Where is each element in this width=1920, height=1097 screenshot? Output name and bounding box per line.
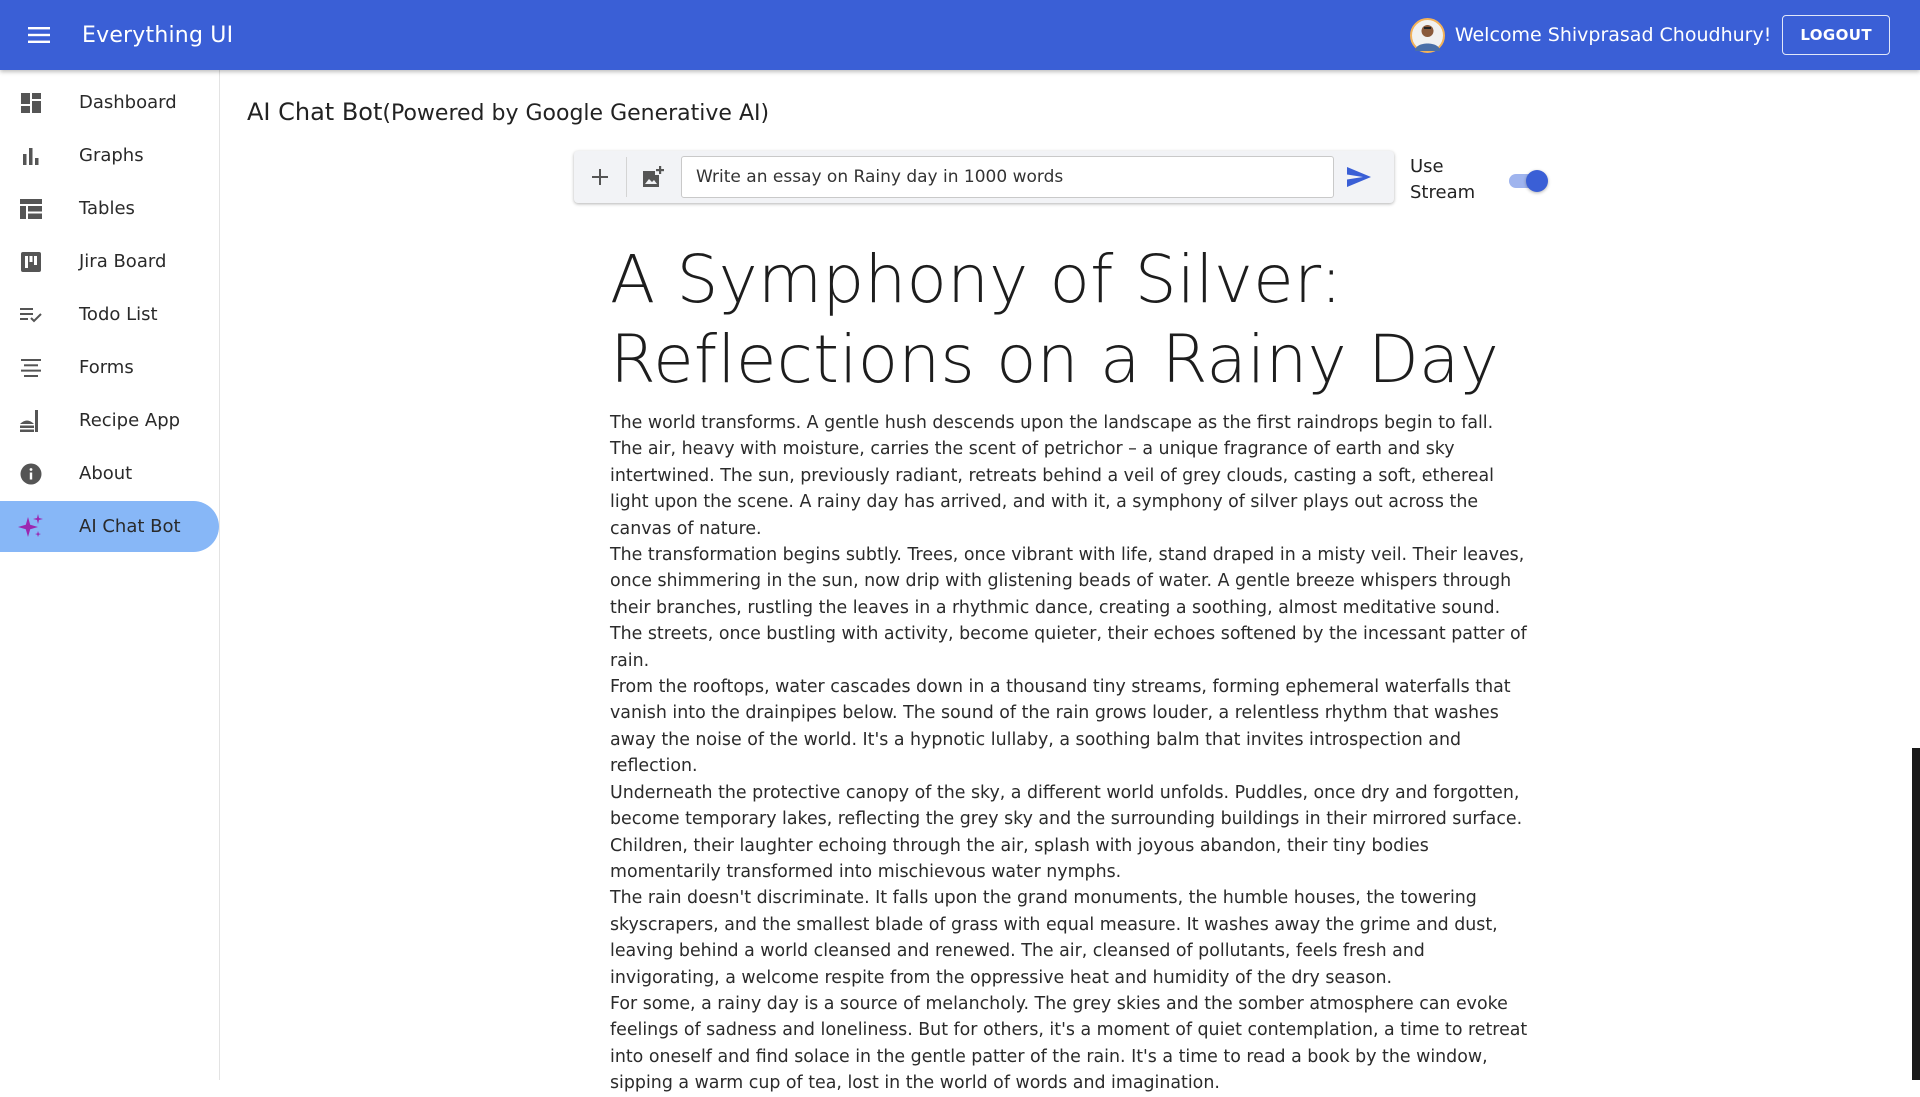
sidebar-item-jira-board[interactable] (0, 236, 219, 287)
dashboard-icon (19, 91, 43, 115)
menu-icon[interactable] (19, 15, 59, 55)
sidebar-item-label: Graphs (79, 145, 144, 166)
toggle-thumb (1526, 170, 1548, 192)
kanban-board-icon (19, 250, 43, 274)
sidebar-item-recipe-app[interactable] (0, 395, 219, 446)
send-icon[interactable] (1334, 151, 1384, 203)
avatar (1410, 18, 1445, 53)
essay-paragraph: Underneath the protective canopy of the sky, a different world unfolds. Puddles, once dry and forgotten, become temporary lakes, reflecting the grey sky and the surrounding buildings in their mirrored surface. Children, their laughter echoing through the air, splash with joyous abandon, their tiny bodies momentarily transformed into mischievous water nymphs. (610, 782, 1523, 882)
sidebar-item-label: Recipe App (79, 410, 181, 431)
sidebar-item-dashboard[interactable] (0, 77, 219, 128)
page-subtitle: (Powered by Google Generative AI) (382, 101, 770, 126)
recipe-icon (19, 409, 43, 433)
table-icon (19, 197, 43, 221)
scrollbar-thumb[interactable] (1912, 748, 1920, 1080)
sidebar (0, 70, 220, 1080)
sidebar-item-graphs[interactable] (0, 130, 219, 181)
user-area (1410, 0, 1890, 70)
page-title-main: AI Chat Bot (247, 98, 383, 126)
sidebar-item-about[interactable] (0, 448, 219, 499)
sidebar-item-tables[interactable] (0, 183, 219, 234)
sidebar-item-label: Dashboard (79, 92, 177, 113)
sidebar-item-label: About (79, 463, 133, 484)
logout-button[interactable]: LOGOUT (1782, 15, 1890, 55)
forms-icon (19, 356, 43, 380)
sidebar-item-label: Jira Board (79, 251, 167, 272)
essay-paragraph: For some, a rainy day is a source of melancholy. The grey skies and the somber atmosphere can evoke feelings of sadness and loneliness. But for others, it's a moment of quiet contemplation, a time to retreat into oneself and find solace in the gentle patter of the rain. It's a time to read a book by the window, sipping a warm cup of tea, lost in the world of words and imagination. (610, 993, 1528, 1094)
essay-title: A Symphony of Silver: Reflections on a Rainy Day (610, 241, 1499, 398)
sidebar-item-label: Forms (79, 357, 134, 378)
sidebar-item-forms[interactable] (0, 342, 219, 393)
add-image-icon[interactable] (627, 151, 679, 203)
sidebar-item-label: AI Chat Bot (79, 516, 181, 537)
checklist-icon (19, 303, 43, 327)
sidebar-item-todo-list[interactable] (0, 289, 219, 340)
prompt-input[interactable] (681, 156, 1334, 198)
app-title: Everything UI (82, 22, 234, 48)
essay-paragraph: The rain doesn't discriminate. It falls upon the grand monuments, the humble houses, the towering skyscrapers, and the smallest blade of grass with equal measure. It washes away the grime and dust, leaving behind a world cleansed and renewed. The air, cleansed of pollutants, feels fresh and invigorating, a welcome respite from the oppressive heat and humidity of the dry season. (610, 888, 1498, 988)
info-icon (19, 462, 43, 486)
chat-response (610, 240, 1530, 1097)
sparkle-icon (19, 515, 43, 539)
essay-paragraph: The transformation begins subtly. Trees, once vibrant with life, stand draped in a misty veil. Their leaves, once shimmering in the sun, now drip with glistening beads of water. A gentle breeze whispers through their branches, rustling the leaves in a rhythmic dance, creating a soothing, almost meditative sound. The streets, once bustling with activity, become quieter, their echoes softened by the incessant patter of rain. (610, 545, 1527, 671)
welcome-text: Welcome Shivprasad Choudhury! (1454, 24, 1772, 46)
sidebar-item-ai-chat-bot[interactable] (0, 501, 219, 552)
essay-paragraph: From the rooftops, water cascades down in a thousand tiny streams, forming ephemeral waterfalls that vanish into the drainpipes below. The sound of the rain grows louder, a relentless rhythm that washes away the noise of the world. It's a hypnotic lullaby, a soothing balm that invites introspection and reflection. (610, 677, 1511, 777)
use-stream-label: Use Stream (1410, 156, 1476, 203)
app-bar (0, 0, 1920, 70)
bar-chart-icon (19, 144, 43, 168)
prompt-bar (574, 151, 1394, 203)
add-icon[interactable] (574, 151, 626, 203)
use-stream-toggle[interactable] (1508, 166, 1548, 194)
page-title (247, 98, 769, 126)
sidebar-item-label: Todo List (79, 304, 158, 325)
essay-paragraph: The world transforms. A gentle hush descends upon the landscape as the first raindrops begin to fall. The air, heavy with moisture, carries the scent of petrichor – a unique fragrance of earth and sky intertwined. The sun, previously radiant, retreats behind a veil of grey clouds, casting a soft, ethereal light upon the scene. A rainy day has arrived, and with it, a symphony of silver plays out across the canvas of nature. (610, 413, 1494, 539)
sidebar-item-label: Tables (79, 198, 135, 219)
